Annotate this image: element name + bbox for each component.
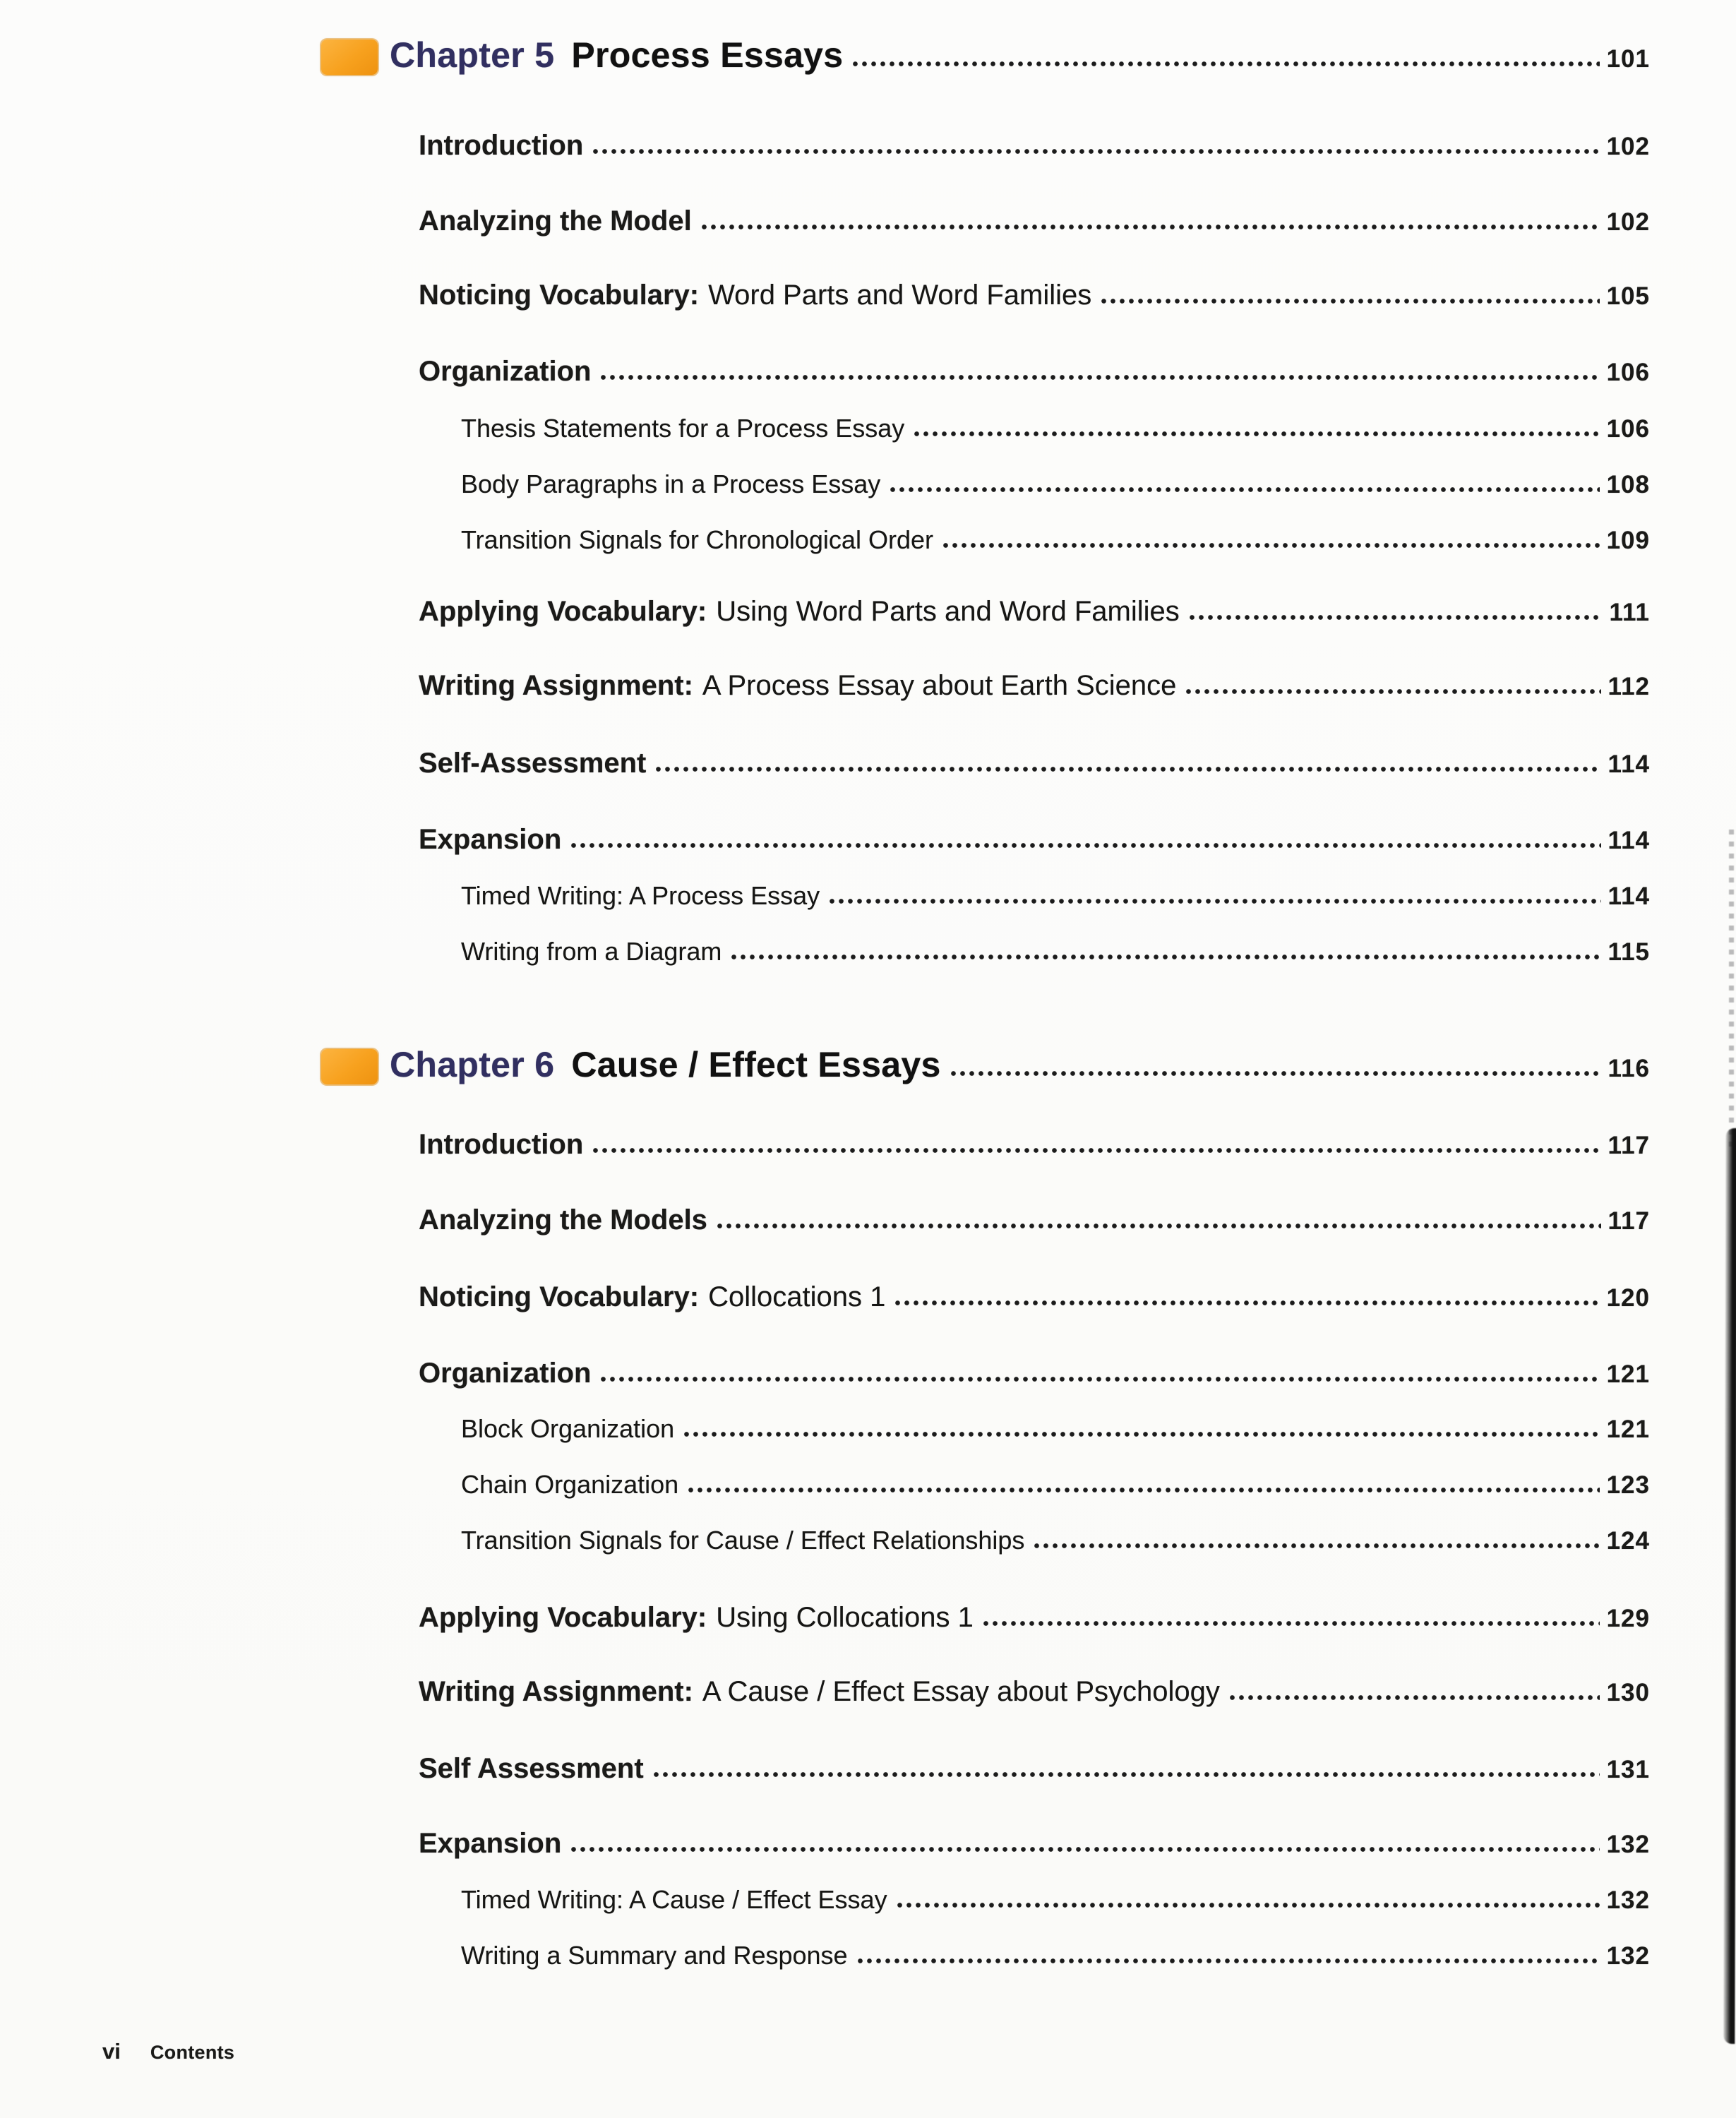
dotted-leader [593, 148, 1599, 155]
dotted-leader [895, 1300, 1599, 1306]
toc-entry-row [419, 1282, 1650, 1312]
toc-entry-label-bold: Introduction [419, 1129, 584, 1160]
toc-entry-label-bold: Writing Assignment: [419, 1676, 693, 1707]
page-number: 130 [1606, 1679, 1650, 1706]
chapter-heading-row [321, 1046, 1650, 1084]
dotted-leader [1190, 614, 1603, 621]
toc-entry-row [461, 1886, 1650, 1914]
toc-entry-label-bold: Analyzing the Model [419, 205, 692, 237]
dotted-leader [983, 1620, 1600, 1627]
page-number: 114 [1608, 882, 1650, 910]
footer-section-label: Contents [150, 2042, 235, 2063]
dotted-leader [656, 766, 1600, 772]
toc-entry-row [419, 671, 1650, 700]
page-number: 109 [1606, 527, 1650, 554]
chapter-title: Process Essays [571, 35, 844, 75]
toc-entry-label: Thesis Statements for a Process Essay [461, 414, 905, 443]
toc-entry-row [461, 1942, 1650, 1970]
page-number: 115 [1608, 938, 1650, 966]
toc-entry-label: Chain Organization [461, 1470, 679, 1499]
page-number: 102 [1606, 133, 1650, 160]
toc-entry-label-bold: Self Assessment [419, 1753, 644, 1784]
toc-entry-row [419, 131, 1650, 160]
toc-entry-label: Timed Writing: A Cause / Effect Essay [461, 1885, 887, 1914]
toc-entry-row [419, 597, 1650, 626]
toc-entry-row [419, 1754, 1650, 1783]
toc-entry-label: Timed Writing: A Process Essay [461, 881, 820, 910]
dotted-leader [951, 1070, 1601, 1077]
chapter-marker-square-icon [321, 1049, 378, 1084]
dotted-leader [654, 1771, 1600, 1778]
dotted-leader [684, 1431, 1599, 1437]
dotted-leader [601, 1376, 1599, 1382]
toc-entry-label-bold: Expansion [419, 824, 562, 855]
dotted-leader [830, 898, 1600, 904]
toc-entry-label: Using Word Parts and Word Families [716, 596, 1180, 627]
toc-entry-row [419, 280, 1650, 310]
dotted-leader [853, 61, 1599, 67]
dotted-leader [593, 1147, 1600, 1154]
page-number: 108 [1606, 471, 1650, 498]
toc-entry-label-bold: Applying Vocabulary: [419, 1602, 707, 1633]
toc-entry-label: Transition Signals for Cause / Effect Relationships [461, 1526, 1025, 1555]
toc-entry-row [461, 527, 1650, 554]
dotted-leader [731, 954, 1600, 960]
toc-entry-row [419, 1829, 1650, 1858]
dotted-leader [1034, 1543, 1599, 1549]
page-number: 102 [1606, 208, 1650, 236]
toc-entry-row [461, 1471, 1650, 1499]
toc-entry-label-bold: Introduction [419, 130, 584, 161]
chapter-label: Chapter 6 [390, 1045, 555, 1084]
chapter-heading-row [321, 37, 1650, 74]
toc-entry-label-bold: Organization [419, 1358, 592, 1389]
dotted-leader [897, 1902, 1600, 1908]
dotted-leader [914, 431, 1599, 437]
dotted-leader [890, 486, 1599, 493]
toc-entry-label: A Process Essay about Earth Science [702, 670, 1177, 701]
chapter-marker-square-icon [321, 40, 378, 75]
toc-entry-label: Transition Signals for Chronological Order [461, 525, 933, 554]
chapter-label: Chapter 5 [390, 35, 555, 75]
page-number: 106 [1606, 359, 1650, 386]
chapter-title: Cause / Effect Essays [571, 1045, 941, 1084]
page-number: 114 [1608, 827, 1650, 854]
toc-entry-label-bold: Analyzing the Models [419, 1204, 707, 1236]
page-number: 114 [1608, 750, 1650, 778]
page-number: 123 [1606, 1471, 1650, 1499]
page-number: 132 [1606, 1942, 1650, 1970]
dotted-leader [1101, 298, 1599, 304]
toc-entry-label: Block Organization [461, 1414, 675, 1443]
dotted-leader [571, 1846, 1599, 1853]
page-number: 101 [1606, 45, 1650, 73]
toc-entry-label-bold: Applying Vocabulary: [419, 596, 707, 627]
toc-entry-label: Using Collocations 1 [716, 1602, 974, 1633]
toc-entry-row [419, 1205, 1650, 1235]
toc-entry-row [461, 471, 1650, 498]
page-number: 112 [1608, 673, 1650, 700]
footer [102, 2039, 234, 2064]
page-number: 120 [1606, 1284, 1650, 1312]
page-number: 111 [1609, 599, 1650, 626]
dotted-leader [702, 224, 1600, 230]
toc-entry-label-bold: Self-Assessment [419, 748, 647, 779]
scan-edge-artifact-light [1729, 830, 1734, 1147]
scan-edge-artifact-dark [1723, 1128, 1736, 2044]
toc-entry-row [461, 1527, 1650, 1555]
page-number: 131 [1606, 1756, 1650, 1783]
footer-page-number: vi [102, 2039, 121, 2064]
dotted-leader [943, 542, 1600, 549]
toc-entry-label: Collocations 1 [708, 1281, 886, 1312]
toc-entry-row [461, 938, 1650, 966]
toc-entry-row [461, 882, 1650, 910]
toc-entry-label-bold: Writing Assignment: [419, 670, 693, 701]
dotted-leader [688, 1487, 1599, 1493]
toc-entry-label: Writing a Summary and Response [461, 1941, 848, 1970]
toc-entry-label-bold: Organization [419, 356, 592, 387]
page-number: 129 [1606, 1605, 1650, 1632]
page-number: 116 [1608, 1055, 1650, 1082]
toc-entry-row [419, 1358, 1650, 1388]
dotted-leader [1230, 1694, 1600, 1701]
dotted-leader [1186, 688, 1600, 695]
dotted-leader [571, 842, 1600, 849]
toc-entry-label: Word Parts and Word Families [708, 280, 1092, 311]
toc-entry-row [461, 1416, 1650, 1443]
page-number: 124 [1606, 1527, 1650, 1555]
toc-entry-label: Writing from a Diagram [461, 937, 722, 966]
page-number: 117 [1608, 1132, 1650, 1159]
dotted-leader [601, 374, 1599, 381]
page-number: 121 [1606, 1416, 1650, 1443]
toc-entry-label-bold: Expansion [419, 1828, 562, 1859]
page-number: 105 [1606, 282, 1650, 310]
toc-entry-label-bold: Noticing Vocabulary: [419, 1281, 700, 1312]
dotted-leader [858, 1958, 1600, 1964]
toc-entry-label-bold: Noticing Vocabulary: [419, 280, 700, 311]
toc-entry-label: A Cause / Effect Essay about Psychology [702, 1676, 1220, 1707]
toc-entry-row [419, 825, 1650, 854]
toc-entry-row [461, 415, 1650, 443]
toc-entry-label: Body Paragraphs in a Process Essay [461, 469, 881, 498]
page-number: 132 [1606, 1886, 1650, 1914]
toc-entry-row [419, 206, 1650, 236]
toc-entry-row [419, 357, 1650, 386]
page-number: 132 [1606, 1831, 1650, 1858]
page-number: 117 [1608, 1207, 1650, 1235]
toc-entry-row [419, 1130, 1650, 1159]
dotted-leader [717, 1223, 1601, 1229]
toc-entry-row [419, 748, 1650, 778]
toc-entry-row [419, 1677, 1650, 1706]
page-number: 121 [1606, 1360, 1650, 1388]
toc-entry-row [419, 1603, 1650, 1632]
page-number: 106 [1606, 415, 1650, 443]
